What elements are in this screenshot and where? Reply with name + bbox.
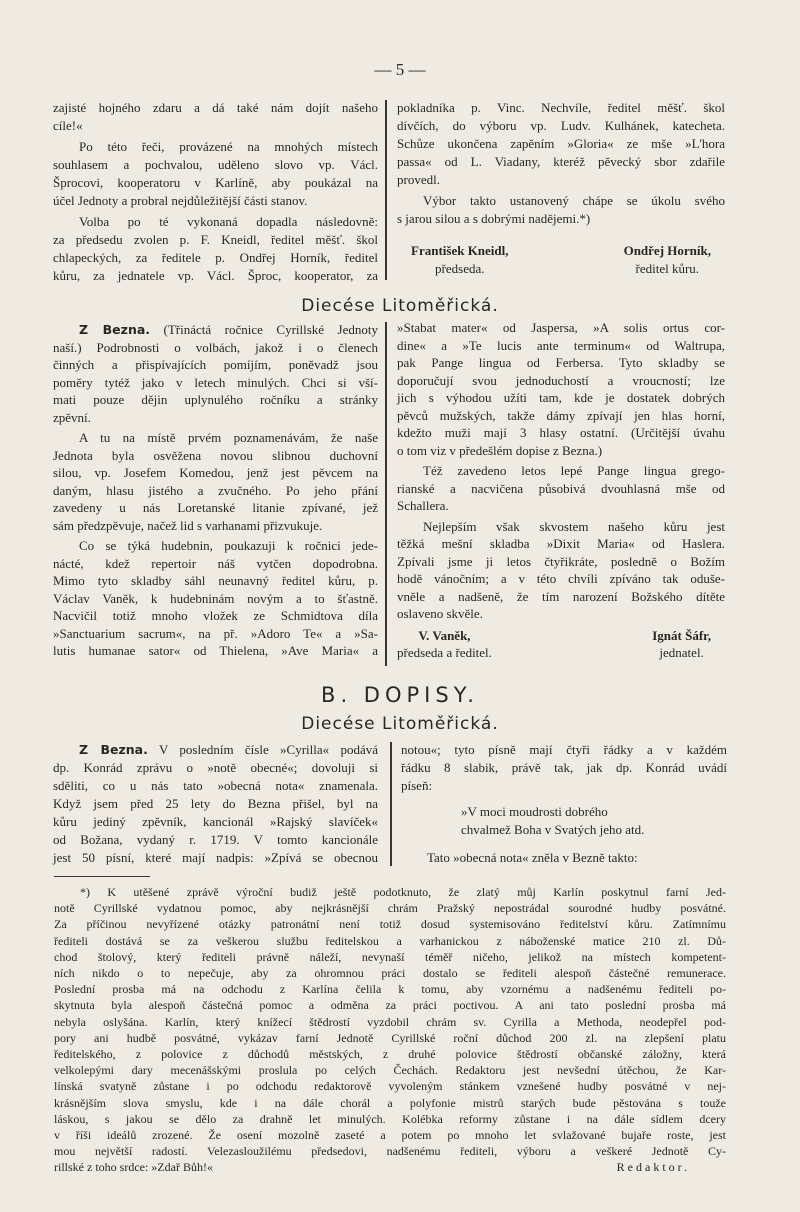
- text-line: zpěvní.: [53, 409, 91, 425]
- text-line: Mimo tyto skladby sáhl neunavný ředitel kůru, p.: [53, 573, 378, 588]
- signature-role: jednatel.: [659, 645, 704, 660]
- paragraph: [397, 518, 725, 623]
- footnote-line: rillské z toho srdce: »Zdař Bůh!«: [54, 1160, 213, 1175]
- text-line: Schůze ukončena zapěním »Gloria« ze mše »L'hora: [397, 136, 725, 151]
- top-left-column: [53, 99, 378, 285]
- text-line: Nejlepším však skvostem našeho kůru jest: [423, 518, 725, 534]
- text-line: nácté, kdež repertoir náš vytčen dopodrobna.: [53, 555, 378, 571]
- text-line: Výbor takto ustanovený chápe se úkolu svého: [423, 193, 725, 208]
- signature-name: Ignát Šáfr,: [652, 627, 711, 643]
- footnote-rule: [54, 876, 150, 877]
- section-heading: Diecése Litoměřická.: [301, 296, 499, 316]
- paragraph: [53, 537, 378, 660]
- section2-left-column: [53, 741, 378, 867]
- footnote-signature: Redaktor.: [616, 1160, 690, 1175]
- signature-chairman: [397, 627, 492, 662]
- text-line: pěvců mužských, takže dámy zpívají jen hlas horní,: [397, 407, 725, 423]
- text-line: jest 50 písní, které mají nadpis: »Zpívá se obecnou: [53, 850, 378, 865]
- footnote-line: ředitelského, z polovice z důchodů městských, z druhé polovice štědrostí občanské záložny, která: [54, 1047, 726, 1062]
- text-line: Schallera.: [397, 498, 449, 513]
- footnote-line: notě Cyrillské vydatnou pomoc, aby nejkrásnější chrám Pražský nepostrádal sourodné hudby posvátné.: [54, 901, 726, 916]
- text-line: poměry tytéž jako v letech minulých. Chci si vší-: [53, 374, 378, 390]
- paragraph: [53, 741, 378, 867]
- text-line: notou«; tyto písně mají čtyři řádky a v každém: [401, 742, 727, 757]
- text-line: činných a přispívajících pomíjím, poněvadž jsou: [53, 357, 378, 372]
- text-line: doporučují svou jednoduchostí a vroucností; lze: [397, 372, 725, 388]
- text-line: zavedeny u nás Loretanské litanie zpívané, jež: [53, 500, 378, 515]
- text-line: Jednota byla osvěžena novou slibnou duchovní: [53, 447, 378, 463]
- section1-right-column: [397, 319, 725, 662]
- text-line: naší.) Podrobnosti o volbách, jakož i o členech: [53, 339, 378, 355]
- footnote-line: pory ani hudbě posvátné, vykázav farní Jednotě Cyrillské roční důchod 200 zl. na zlepšení platu: [54, 1030, 726, 1045]
- top-right-text: [397, 99, 725, 228]
- footnote-line: krásnějším slova smyslu, kde i na dále chorál a polyfonie mistrů starých bude pěstována s touže: [54, 1095, 726, 1110]
- text-line: jich s výhodou užíti tam, kde je dostatek dobrých: [397, 390, 725, 405]
- closing-line: Tato »obecná nota« zněla v Bezně takto:: [427, 850, 638, 865]
- section1-right-text: [397, 319, 725, 623]
- text-line: za předsedu zvolen p. F. Kneidl, ředitel měšť. škol: [53, 232, 378, 247]
- text-line: Též zavedeno letos lepé Pange lingua grego-: [423, 463, 725, 478]
- footnote-line: mou největší radostí. Velezasloužilému předsedovi, nadšenému řediteli, výboru a veškeré Jednotě Cy-: [54, 1144, 726, 1159]
- verse-line: »V moci moudrosti dobrého: [461, 804, 608, 819]
- paragraph: [53, 321, 378, 426]
- footnote: [54, 884, 726, 1176]
- text-line: lutis humanae sator« od Thielena, »Ave Maria« a: [53, 643, 378, 658]
- text-line: těžká mešní skladba »Dixit Maria« od Haslera.: [397, 536, 725, 551]
- text-line: [53, 321, 378, 339]
- text-line: Zpívali jsme ji letos čtyřikráte, posledně o Božím: [397, 553, 725, 569]
- text-line: daným, hlasu jistého a zvučného. Po jeho přání: [53, 482, 378, 498]
- text-fragment: V posledním čísle »Cyrilla« podává: [158, 742, 379, 757]
- signature-director: [624, 242, 711, 278]
- text-line: dívčích, do výboru vp. Ludv. Kulhánek, katecheta.: [397, 118, 725, 133]
- paragraph: [397, 319, 725, 459]
- signature-chairman: [411, 242, 509, 278]
- signature-secretary: [652, 627, 711, 662]
- text-line: pokladníka p. Vinc. Nechvíle, ředitel měšť. škol: [397, 100, 725, 115]
- text-line: chlapeckých, za ředitele p. Ondřej Horník, ředitel: [53, 250, 378, 265]
- footnote-line: nebyla oslyšána. Karlín, který knížecí štědrostí vyzdobil chrám sv. Cyrilla a Methoda, neodepřel pod-: [54, 1014, 726, 1029]
- text-line: pak Pange lingua od Ferbersa. Tyto skladby se: [397, 355, 725, 370]
- signature-role: ředitel kůru.: [635, 261, 700, 276]
- section-title: B. DOPISY.: [321, 683, 479, 707]
- footnote-line: chod štolový, který řediteli právně náleží, nevynaší téměř ničeho, jelikož na místech kompetent-: [54, 949, 726, 964]
- text-line: dp. Konrád zprávu o »notě obecné«; dovoluji si: [53, 760, 378, 775]
- footnote-line: velkolepými dary mecenášskými proslula po celých Čechách. Redaktoru jest nevšední útěchou, že Kar-: [54, 1063, 726, 1078]
- text-fragment: (Třináctá ročnice Cyrillské Jednoty: [163, 322, 379, 337]
- column-divider: [390, 742, 392, 866]
- column-divider: [385, 322, 387, 666]
- text-line: Co se týká hudebnin, poukazuji k ročnici jede-: [79, 538, 378, 553]
- signature-role: předseda.: [435, 261, 485, 276]
- text-line: A tu na místě prvém poznamenávám, že naše: [79, 430, 378, 445]
- text-line: sám předzpěvuje, načež lid s varhanami přizvukuje.: [53, 517, 323, 533]
- signature-name: František Kneidl,: [411, 243, 509, 258]
- text-line: řádku 8 slabik, právě tak, jak dp. Konrád uvádí: [401, 760, 727, 775]
- footnote-line: Poslední prosba má na odchodu z Karlína čelila k tomu, aby vzornému a nadšenému řediteli po-: [54, 982, 726, 997]
- text-line: Václav Vaněk, k hudebninám novým a to šťastně.: [53, 590, 378, 606]
- text-line: o tom viz v předešlém dopise z Bezna.): [397, 442, 603, 458]
- text-line: »Stabat mater« od Jaspersa, »A solis ortus cor-: [397, 320, 725, 335]
- verse-line: chvalmež Boha v Svatých jeho atd.: [461, 822, 645, 837]
- place-lead: Z Bezna.: [79, 742, 148, 757]
- footnote-line: Za příčinou nevyřízené otázky patronátní není totiž dosud systemisováno ředitelství kůru. Zatímnímu: [54, 917, 726, 932]
- text-line: vněle a nadšeně, že tím narození Božského dítěte: [397, 588, 725, 604]
- text-line: Když jsem před 25 lety do Bezna přišel, byl na: [53, 796, 378, 811]
- text-line: hodě vánočním; a v této chvíli zpíváno tak oduše-: [397, 571, 725, 586]
- text-line: kůru, za jednatele vp. Václ. Šproc, kooperator, za: [53, 268, 378, 283]
- text-line: sděliti, co u nás tato »obecná nota« znamenala.: [53, 778, 378, 793]
- top-right-column: [397, 99, 725, 278]
- paragraph: [397, 99, 725, 189]
- section2-right-text: [401, 741, 727, 795]
- song-verse: [401, 803, 727, 839]
- page-number: — 5 —: [374, 60, 426, 79]
- section1-signatures: [397, 627, 725, 662]
- top-signatures: [397, 242, 725, 278]
- paragraph: [53, 429, 378, 534]
- paragraph: [401, 741, 727, 795]
- signature-role: předseda a ředitel.: [397, 645, 492, 660]
- footnote-line: láskou, s jakou se dělo za drahně let minulých. Kolébka reformy zůstane i na dále sídlem dcery: [54, 1111, 726, 1126]
- paragraph: [397, 192, 725, 228]
- text-line: Šprocovi, kooperatoru v Karlíně, aby poukázal na: [53, 175, 378, 190]
- footnote-line: skytnuta byla alespoň částečná pomoc a odměna za práci poctivou. A ani tato poslední prosba má: [54, 998, 726, 1013]
- text-line: Nacvičil totiž mnoho vložek ze Schmidtova díla: [53, 608, 378, 623]
- paragraph: [397, 462, 725, 515]
- footnote-line: *) K utěšené zprávě výroční budiž ještě podotknuto, že zlatý můj Karlín poskytnul farní Jed-: [80, 885, 726, 899]
- footnote-line: v říši ideálů zrozené. Že osení mozolně zaseté a potem po mnoho let svlažované bujaře roste, jest: [54, 1128, 726, 1143]
- text-line: souhlasem a pochvalou, uděleno slovo vp. Václ.: [53, 157, 378, 172]
- paragraph: [53, 99, 378, 135]
- paragraph: [53, 138, 378, 210]
- text-line: účel Jednoty a probral nejdůležitější části stanov.: [53, 193, 308, 208]
- text-line: [53, 741, 378, 759]
- section1-left-column: [53, 321, 378, 660]
- text-line: Volba po té vykonaná dopadla následovně:: [79, 214, 378, 229]
- section-heading: Diecése Litoměřická.: [301, 714, 499, 734]
- signature-name: Ondřej Horník,: [623, 243, 711, 258]
- text-line: cíle!«: [53, 118, 83, 133]
- text-line: oslaveno skvěle.: [397, 606, 483, 621]
- text-line: mati pouze dějin uplynulého ročníku a stránky: [53, 392, 378, 407]
- text-line: píseň:: [401, 778, 433, 793]
- text-line: provedl.: [397, 172, 440, 187]
- footnote-line: línská svatyně zůstane i po odchodu redaktorově vyvoleným stánkem vznešené hudby posvátné v nej-: [54, 1079, 726, 1094]
- text-line: kůru jediný zpěvník, kancionál »Rajský slavíček«: [53, 814, 378, 829]
- column-divider: [385, 100, 387, 280]
- text-line: »Sanctuarium sacrum«, na př. »Adoro Te« a »Sa-: [53, 625, 378, 641]
- text-line: passa« od L. Viadany, kteréž pěvecký sbor zdařile: [397, 154, 725, 169]
- text-line: zajisté hojného zdaru a dá také nám dojít našeho: [53, 100, 378, 115]
- footnote-line: řediteli dostává se za veškerou službu ředitelskou a varhanickou z náboženské matice 210 zl. Dů-: [54, 933, 726, 948]
- text-line: s jarou silou a s dobrými nadějemi.*): [397, 211, 591, 226]
- text-line: kdežto muži mají 3 hlasy ostatní. (Určitější úvahu: [397, 425, 725, 440]
- section2-right-column: [401, 741, 727, 867]
- footnote-line: ních nikdo o to nepečuje, aby za ohromnou práci dostalo se řediteli alespoň částečné remunerace.: [54, 966, 726, 981]
- signature-name: V. Vaněk,: [418, 627, 471, 643]
- text-line: rianské a nacvičena působivá dvouhlasná mše od: [397, 480, 725, 496]
- place-lead: Z Bezna.: [79, 322, 151, 337]
- text-line: dine« a »Te lucis ante terminum« od Waltrupa,: [397, 337, 725, 353]
- footnote-last-line: [54, 1159, 726, 1175]
- footnote-text: [54, 884, 726, 1159]
- text-line: Po této řeči, provázené na mnohých místech: [79, 139, 378, 154]
- text-line: silou, vp. Josefem Komedou, jenž jest pěvcem na: [53, 465, 378, 480]
- paragraph: [53, 213, 378, 285]
- text-line: od Božana, vydaný r. 1719. V tomto kancionále: [53, 832, 378, 847]
